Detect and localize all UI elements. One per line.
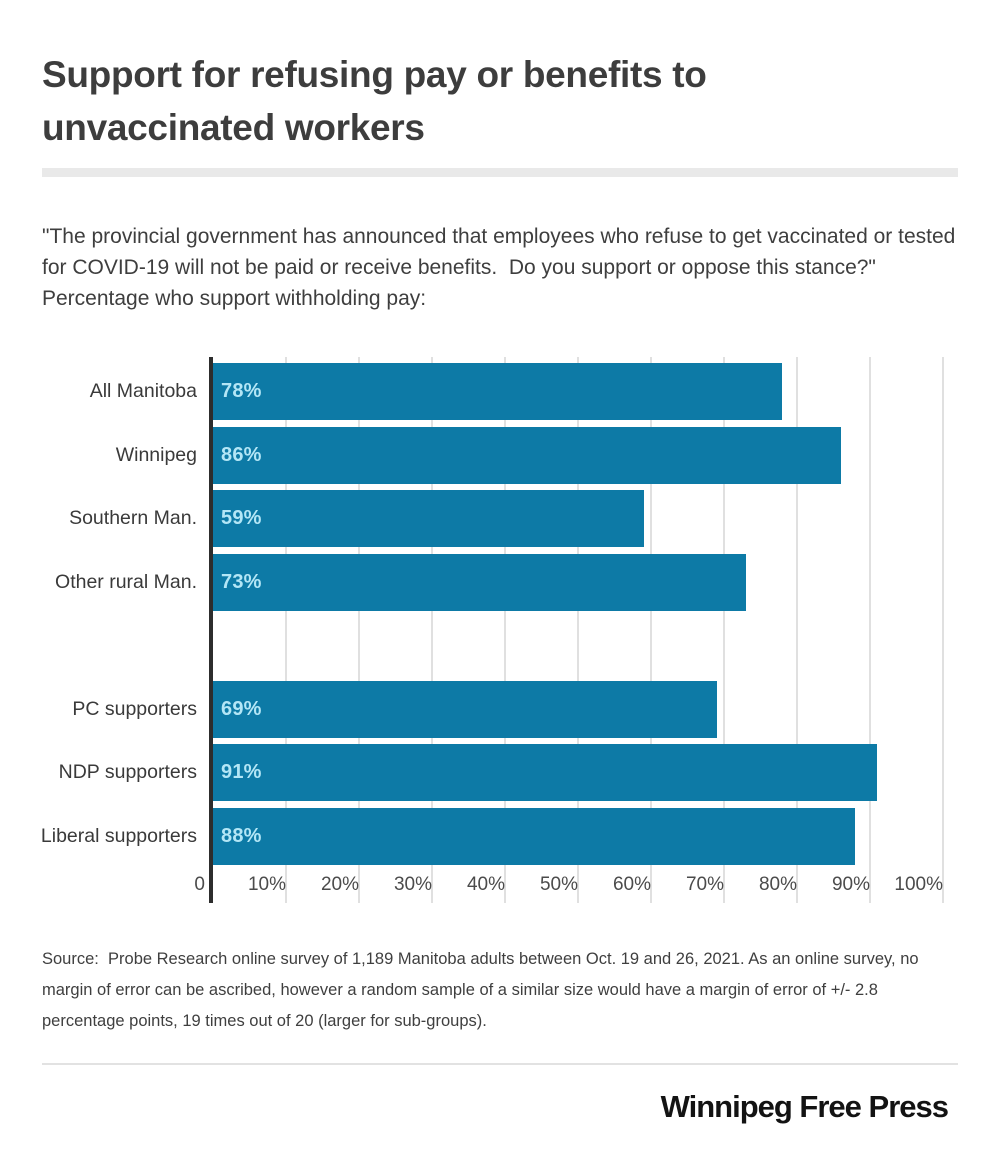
category-label: PC supporters <box>72 698 197 720</box>
bar-value-label: 86% <box>221 444 262 466</box>
x-axis-tick-label: 60% <box>612 874 651 895</box>
bar-value-label: 69% <box>221 698 262 720</box>
bar <box>213 554 746 611</box>
page-title: Support for refusing pay or benefits to unvaccinated workers <box>42 54 707 148</box>
x-axis-tick-label: 40% <box>466 874 505 895</box>
bar-value-label: 59% <box>221 507 262 529</box>
x-axis-tick-label: 10% <box>247 874 286 895</box>
category-label: Winnipeg <box>115 444 197 466</box>
category-label: Other rural Man. <box>55 571 197 593</box>
bar <box>213 808 855 865</box>
source-note: Source: Probe Research online survey of 1,189 Manitoba adults between Oct. 19 and 26, 2021. As an online survey, no margin of error can be ascribed, however a random sample of a similar size would have a margin of error of +/- 2.8 percentage points, 19 times out of 20 (larger for sub-groups). <box>42 950 924 1030</box>
category-label: Southern Man. <box>69 507 197 529</box>
press-logo: Winnipeg Free Press <box>660 1089 948 1124</box>
x-axis-tick-label: 70% <box>685 874 724 895</box>
bar <box>213 681 717 738</box>
bar <box>213 427 841 484</box>
x-axis-tick-label: 80% <box>758 874 797 895</box>
bar-value-label: 88% <box>221 825 262 847</box>
bar <box>213 490 644 547</box>
x-axis-tick-label: 50% <box>539 874 578 895</box>
bar-value-label: 78% <box>221 380 262 402</box>
x-axis-tick-label: 0 <box>194 874 205 895</box>
gridline <box>869 357 871 903</box>
x-axis-tick-label: 100% <box>894 874 943 895</box>
x-axis-tick-label: 30% <box>393 874 432 895</box>
gridline <box>942 357 944 903</box>
category-label: All Manitoba <box>89 380 197 402</box>
x-axis-tick-label: 90% <box>831 874 870 895</box>
chart-subtitle: "The provincial government has announced that employees who refuse to get vaccinated or tested for COVID-19 will not be paid or receive benefits. Do you support or oppose this stance?" Percentage who support withholding pay: <box>42 225 962 310</box>
bar <box>213 744 877 801</box>
footer-divider <box>42 1063 958 1065</box>
category-label: Liberal supporters <box>40 825 197 847</box>
bar <box>213 363 782 420</box>
bar-value-label: 73% <box>221 571 262 593</box>
x-axis-tick-label: 20% <box>320 874 359 895</box>
category-label: NDP supporters <box>58 761 197 783</box>
bar-value-label: 91% <box>221 761 262 783</box>
